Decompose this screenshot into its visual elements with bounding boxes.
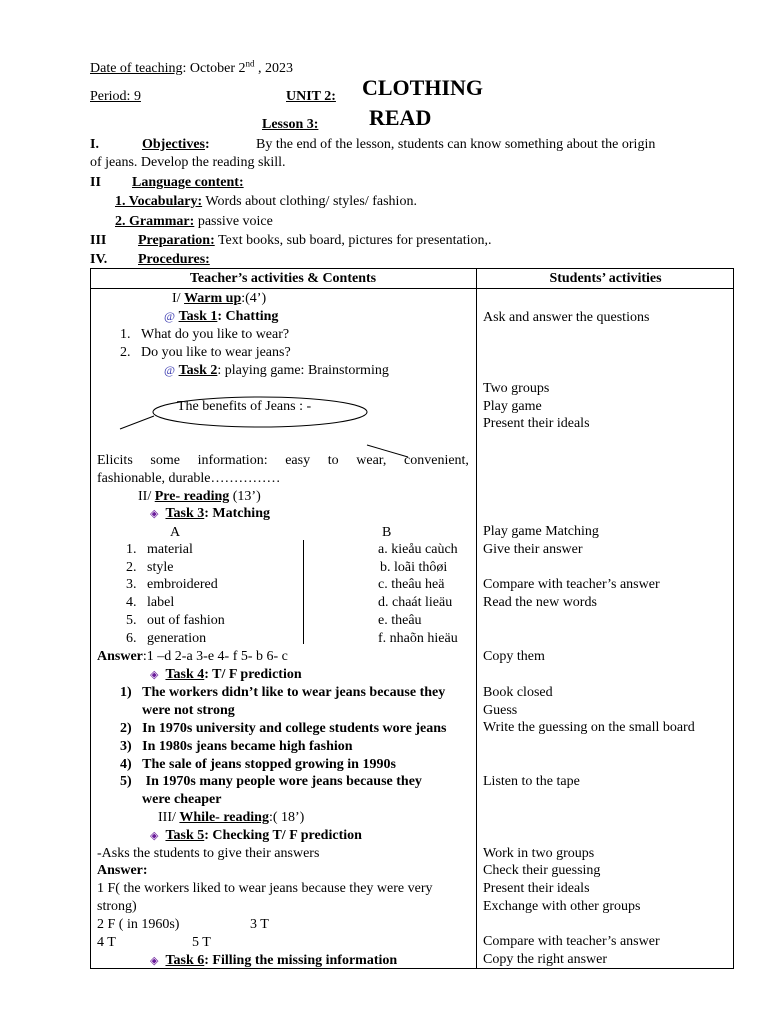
date-sup: nd [245,58,255,69]
while-reading-time: :( 18’) [268,810,305,825]
tf-text: In 1970s university and college students wore jeans [142,721,447,736]
student-activity: Guess [483,703,518,718]
tf-text: The workers didn’t like to wear jeans because they [142,685,446,700]
answer-line-3b: 3 T [250,917,269,932]
task-1-label: Task 1 [178,309,218,324]
table-header-divider [90,288,734,289]
task-3-heading [150,505,270,524]
warm-up-heading [172,290,266,308]
question-text: What do you like to wear? [141,327,290,342]
student-activity: Exchange with other groups [483,899,641,914]
unit-label: UNIT 2: [286,89,336,104]
objectives-text-2: of jeans. Develop the reading skill. [90,155,286,170]
diamond-bullet-icon: ◈ [150,669,159,681]
section-1-number: I. [90,137,99,152]
task-2-title: : playing game: Brainstorming [217,363,389,378]
task-1-heading [164,308,278,326]
question-number: 1. [120,327,131,342]
match-b-1: a. kieåu caùch [378,542,458,557]
student-activity: Copy them [483,649,545,664]
objectives-label: Objectives [142,137,205,152]
pre-reading-label: Pre- reading [154,489,230,504]
elicit-word: convenient, [404,453,469,468]
answer-line-4a: 4 T [97,935,116,950]
language-content-label: Language content: [132,175,244,190]
vocabulary-line [115,193,417,211]
student-activity: Give their answer [483,542,583,557]
answer-line-3a: 2 F ( in 1960s) [97,917,180,932]
warm-up-prefix: I/ [172,291,185,306]
task-4-title: : T/ F prediction [204,667,302,682]
question-text: Do you like to wear jeans? [141,345,291,360]
lesson-label: Lesson 3: [262,117,319,132]
elicit-word: Elicits [97,453,133,468]
matching-divider [303,540,304,644]
student-activity: Compare with teacher’s answer [483,934,660,949]
match-a-4: 4. label [126,595,175,610]
answer-label: Answer [97,649,143,664]
tf-statement-5: 5) In 1970s many people wore jeans because they [120,774,422,789]
match-b-3: c. theâu heä [378,577,445,592]
lesson-title: READ [369,105,432,130]
elicit-word: some [150,453,180,468]
objectives-colon: : [204,137,210,152]
procedures-label: Procedures: [138,252,210,267]
student-activity: Work in two groups [483,846,595,861]
period: Period: 9 [90,89,141,104]
while-reading-heading [158,809,304,827]
elicit-line-2: fashionable, durable…………… [97,471,281,486]
grammar-line [115,213,273,231]
question-2 [120,344,291,362]
question-number: 2. [120,345,131,360]
task-5-title: : Checking T/ F prediction [204,828,362,843]
answer-line-4b: 5 T [192,935,211,950]
match-a-text: material [147,542,193,557]
warm-up-label: Warm up [184,291,242,306]
task-2-label: Task 2 [178,363,218,378]
diamond-bullet-icon: ◈ [150,508,159,520]
tf-statement-1-cont: were not strong [142,703,235,718]
tf-statement-5-cont: were cheaper [142,792,222,807]
student-activity: Play game [483,399,542,414]
warm-up-time: :(4’) [241,291,267,306]
tf-text: In 1980s jeans became high fashion [142,739,353,754]
teacher-column-header: Teacher’s activities & Contents [189,271,377,286]
match-a-2: 2. style [126,560,174,575]
task-3-title: : Matching [204,506,270,521]
elicit-word: to [327,453,339,468]
diamond-bullet-icon: ◈ [150,955,159,967]
task-6-label: Task 6 [165,953,205,968]
grammar-text: passive voice [194,214,273,229]
tf-text: The sale of jeans stopped growing in 1990s [142,757,396,772]
section-4-number: IV. [90,252,108,267]
match-a-6: 6. generation [126,631,207,646]
task-4-heading [150,666,302,685]
section-1-heading [142,136,210,154]
match-a-text: out of fashion [147,613,225,628]
while-reading-prefix: III/ [158,810,180,825]
student-activity: Read the new words [483,595,597,610]
elicit-line-1 [97,452,469,470]
task-6-heading [150,952,397,971]
match-a-text: embroidered [147,577,218,592]
ask-students-text: -Asks the students to give their answers [97,846,320,861]
answer-text: :1 –d 2-a 3-e 4- f 5- b 6- c [142,649,288,664]
tf-statement-1: 1) The workers didn’t like to wear jeans because they [120,685,446,700]
student-activity: Two groups [483,381,550,396]
task-4-label: Task 4 [165,667,205,682]
student-activity: Compare with teacher’s answer [483,577,660,592]
vocabulary-text: Words about clothing/ styles/ fashion. [202,194,417,209]
brainstorm-text: The benefits of Jeans : - [177,399,312,414]
answer-heading: Answer: [97,863,148,878]
student-activity: Ask and answer the questions [483,310,650,325]
task-2-heading [164,362,389,380]
at-sign-icon: @ [164,363,176,377]
tf-text: In 1970s many people wore jeans because they [145,774,422,789]
student-activity: Listen to the tape [483,774,580,789]
match-b-4: d. chaát lieäu [378,595,453,610]
answer-line-2: strong) [97,899,137,914]
task-6-title: : Filling the missing information [204,953,398,968]
tf-statement-3: 3) In 1980s jeans became high fashion [120,739,353,754]
task-3-label: Task 3 [165,506,205,521]
match-a-1: 1. material [126,542,193,557]
task-5-label: Task 5 [165,828,205,843]
task-1-title: : Chatting [217,309,279,324]
date-label: Date of teaching [90,61,183,76]
match-a-3: 3. embroidered [126,577,218,592]
pre-reading-heading [138,488,261,506]
brainstorm-line-left [120,416,154,429]
match-a-text: generation [147,631,207,646]
objectives-text-1: By the end of the lesson, students can know something about the origin [256,137,656,152]
students-column-header: Students’ activities [549,271,662,286]
match-b-5: e. theâu [378,613,422,628]
elicit-word: wear, [356,453,387,468]
preparation-text: Text books, sub board, pictures for presentation,. [214,233,492,248]
pre-reading-prefix: II/ [138,489,155,504]
student-activity: Present their ideals [483,416,590,431]
while-reading-label: While- reading [179,810,269,825]
answer-line-1: 1 F( the workers liked to wear jeans because they were very [97,881,433,896]
tf-statement-4: 4) The sale of jeans stopped growing in 1990s [120,757,396,772]
student-activity: Write the guessing on the small board [483,720,695,735]
tf-statement-2: 2) In 1970s university and college students wore jeans [120,721,447,736]
student-activity: Present their ideals [483,881,590,896]
student-activity: Play game Matching [483,524,599,539]
student-activity: Book closed [483,685,553,700]
date-value: : October 2 [182,61,246,76]
match-a-5: 5. out of fashion [126,613,225,628]
match-b-6: f. nhaõn hieäu [378,631,458,646]
elicit-word: easy [285,453,311,468]
match-a-text: style [147,560,174,575]
column-a-header: A [170,525,181,540]
date-year: , 2023 [254,61,293,76]
table-column-divider [476,268,477,969]
diamond-bullet-icon: ◈ [150,830,159,842]
section-2-number: II [90,175,101,190]
task-5-heading [150,827,362,846]
section-3-number: III [90,233,107,248]
teaching-date [90,60,293,78]
preparation-label: Preparation: [138,233,215,248]
student-activity: Copy the right answer [483,952,608,967]
column-b-header: B [382,525,392,540]
vocabulary-label: 1. Vocabulary: [115,194,203,209]
grammar-label: 2. Grammar: [115,214,195,229]
unit-title: CLOTHING [362,75,484,100]
match-a-text: label [147,595,175,610]
match-b-2: b. loãi thôøi [380,560,448,575]
elicit-word: information: [197,453,268,468]
pre-reading-time: (13’) [229,489,261,504]
matching-answer [97,648,288,666]
question-1 [120,326,289,344]
at-sign-icon: @ [164,309,176,323]
student-activity: Check their guessing [483,863,601,878]
preparation-line [138,232,492,250]
